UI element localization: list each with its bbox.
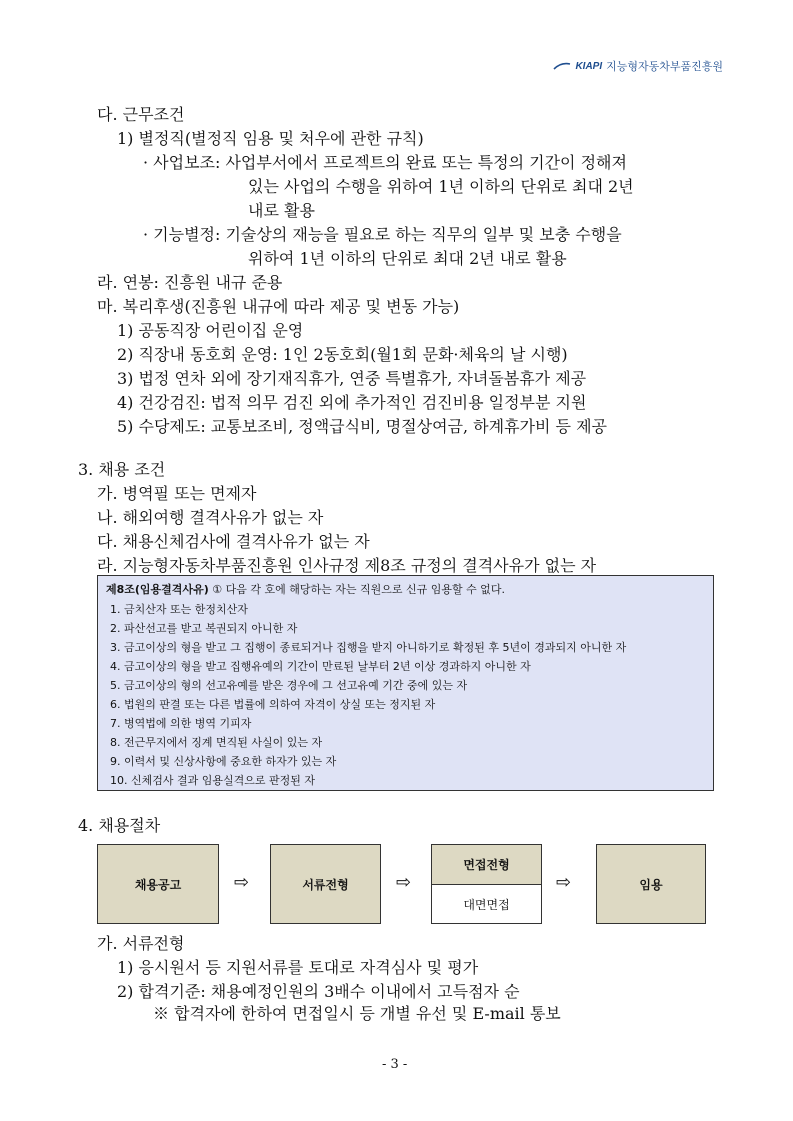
list-item: 라. 지능형자동차부품진흥원 인사규정 제8조 규정의 결격사유가 없는 자	[97, 556, 597, 575]
right-arrow-icon: ⇨	[556, 872, 572, 893]
logo-mark: KIAPI	[575, 60, 603, 72]
process-step-interview	[431, 844, 542, 924]
list-item: 다. 채용신체검사에 결격사유가 없는 자	[97, 532, 370, 551]
regulation-item: 1. 금치산자 또는 한정치산자	[110, 603, 248, 616]
logo-text: 지능형자동차부품진흥원	[606, 61, 723, 73]
regulation-item: 4. 금고이상의 형을 받고 집행유예의 기간이 만료된 날부터 2년 이상 경과하지 아니한 자	[110, 660, 531, 673]
list-item: · 사업보조: 사업부서에서 프로젝트의 완료 또는 특정의 기간이 정해져	[143, 153, 627, 172]
list-item: 1) 공동직장 어린이집 운영	[117, 321, 304, 340]
list-item: 가. 병역필 또는 면제자	[97, 484, 257, 503]
right-arrow-icon: ⇨	[234, 872, 250, 893]
section-heading-welfare: 마. 복리후생(진흥원 내규에 따라 제공 및 변동 가능)	[97, 297, 460, 316]
page-number: - 3 -	[382, 1057, 408, 1072]
regulation-item: 8. 전근무지에서 징계 면직된 사실이 있는 자	[110, 736, 323, 749]
list-item: 가. 서류전형	[97, 934, 185, 953]
regulation-box	[97, 575, 714, 791]
section-heading-salary: 라. 연봉: 진흥원 내규 준용	[97, 273, 283, 292]
regulation-title: 제8조(임용결격사유)	[106, 583, 209, 596]
regulation-item: 10. 신체검사 결과 임용실격으로 판정된 자	[110, 774, 315, 787]
regulation-item: 7. 병역법에 의한 병역 기피자	[110, 717, 252, 730]
list-item-continuation: 있는 사업의 수행을 위하여 1년 이하의 단위로 최대 2년	[248, 177, 634, 196]
regulation-item: 5. 금고이상의 형의 선고유예를 받은 경우에 그 선고유예 기간 중에 있는 자	[110, 679, 468, 692]
regulation-item: 2. 파산선고를 받고 복권되지 아니한 자	[110, 622, 298, 635]
note: ※ 합격자에 한하여 면접일시 등 개별 유선 및 E-mail 통보	[153, 1004, 561, 1023]
list-item: 2) 직장내 동호회 운영: 1인 2동호회(월1회 문화·체육의 날 시행)	[117, 345, 568, 364]
regulation-heading	[106, 581, 505, 597]
right-arrow-icon: ⇨	[396, 872, 412, 893]
list-item: 3) 법정 연차 외에 장기재직휴가, 연중 특별휴가, 자녀돌봄휴가 제공	[117, 369, 587, 388]
regulation-item: 3. 금고이상의 형을 받고 그 집행이 종료되거나 집행을 받지 아니하기로 확정된 후 5년이 경과되지 아니한 자	[110, 641, 627, 654]
regulation-intro: ① 다음 각 호에 해당하는 자는 직원으로 신규 임용할 수 없다.	[208, 583, 505, 596]
regulation-item: 6. 법원의 판결 또는 다른 법률에 의하여 자격이 상실 또는 정지된 자	[110, 698, 436, 711]
process-step-appointment: 임용	[596, 844, 706, 924]
kiapi-logo	[553, 56, 723, 76]
list-item-continuation: 위하여 1년 이하의 단위로 최대 2년 내로 활용	[248, 249, 567, 268]
section-heading-hiring-conditions: 3. 채용 조건	[78, 460, 166, 479]
list-item: · 기능별정: 기술상의 재능을 필요로 하는 직무의 일부 및 보충 수행을	[143, 225, 622, 244]
regulation-item: 9. 이력서 및 신상사항에 중요한 하자가 있는 자	[110, 755, 337, 768]
list-item: 4) 건강검진: 법적 의무 검진 외에 추가적인 검진비용 일정부분 지원	[117, 393, 587, 412]
process-step-interview-detail: 대면면접	[432, 885, 541, 923]
logo-swoosh-icon	[553, 61, 571, 71]
list-item: 나. 해외여행 결격사유가 없는 자	[97, 508, 324, 527]
process-step-interview-title: 면접전형	[432, 845, 541, 885]
list-item-continuation: 내로 활용	[248, 201, 315, 220]
section-heading-work-conditions: 다. 근무조건	[97, 105, 185, 124]
list-item: 2) 합격기준: 채용예정인원의 3배수 이내에서 고득점자 순	[117, 982, 520, 1001]
list-item: 1) 별정직(별정직 임용 및 처우에 관한 규칙)	[117, 129, 424, 148]
list-item: 5) 수당제도: 교통보조비, 정액급식비, 명절상여금, 하계휴가비 등 제공	[117, 417, 607, 436]
process-step-document-screening: 서류전형	[270, 844, 381, 924]
list-item: 1) 응시원서 등 지원서류를 토대로 자격심사 및 평가	[117, 958, 479, 977]
process-step-announcement: 채용공고	[97, 844, 219, 924]
section-heading-hiring-process: 4. 채용절차	[78, 816, 161, 835]
